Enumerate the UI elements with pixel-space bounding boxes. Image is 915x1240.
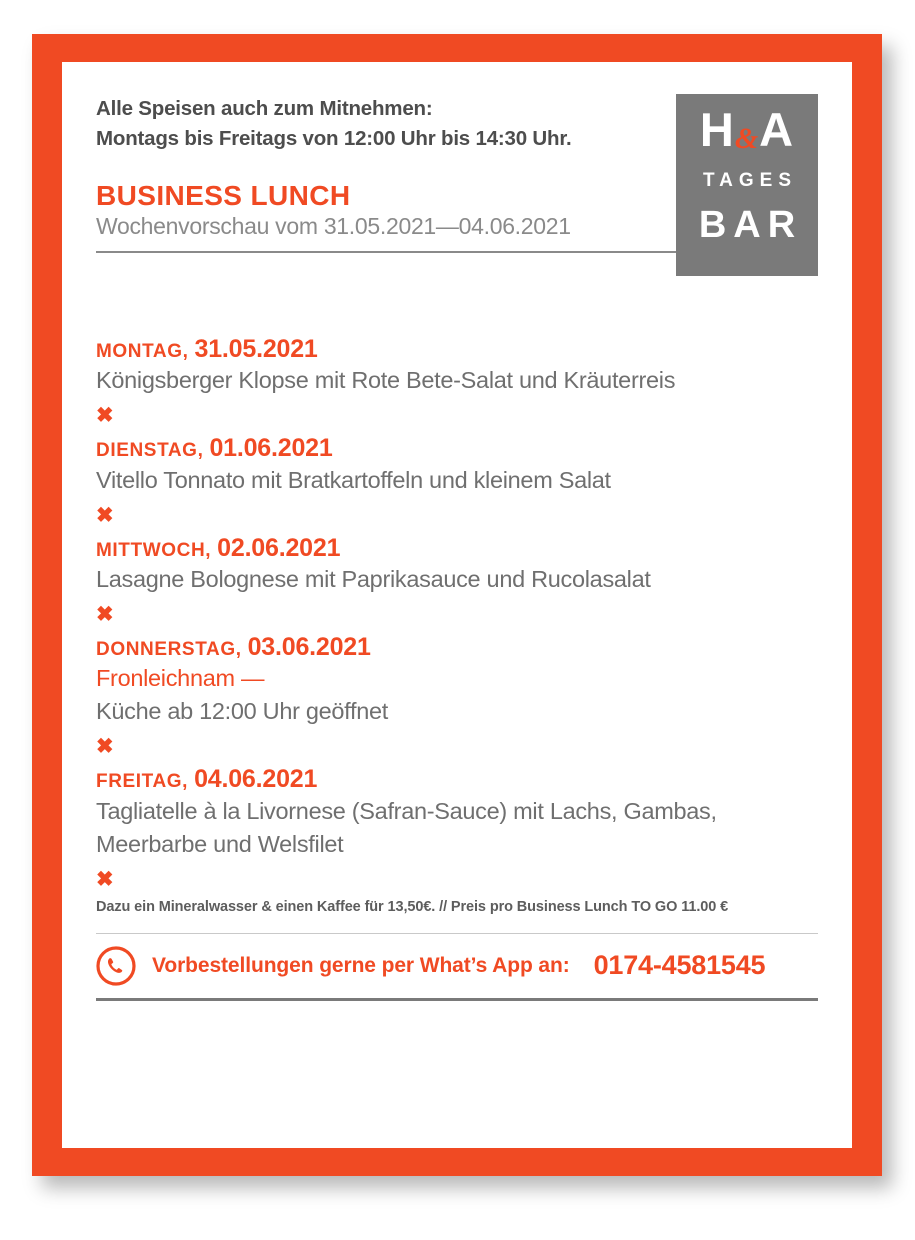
dish-text: Meerbarbe und Welsfilet <box>96 830 344 857</box>
day-separator: ✖ <box>96 404 114 428</box>
menu-list <box>96 336 818 915</box>
day-date: 04.06.2021 <box>194 765 318 794</box>
contact-row[interactable] <box>96 946 818 996</box>
day-heading <box>96 535 818 561</box>
menu-day-dienstag <box>96 435 818 494</box>
page-title: BUSINESS LUNCH <box>96 180 351 212</box>
contact-phone[interactable]: 0174-4581545 <box>593 950 766 981</box>
menu-day-mittwoch <box>96 535 818 594</box>
contact-label: Vorbestellungen gerne per What’s App an: <box>152 953 570 977</box>
dish-text-holiday: Fronleichnam — <box>96 665 265 692</box>
whatsapp-icon[interactable] <box>96 946 136 986</box>
dish-text: Küche ab 12:00 Uhr geöffnet <box>96 698 388 725</box>
logo-letter-h: H <box>699 103 735 156</box>
day-name: MONTAG, <box>96 341 189 362</box>
dish-text: Tagliatelle à la Livornese (Safran-Sauce) mit Lachs, Gambas, <box>96 797 717 824</box>
menu-day-donnerstag <box>96 634 818 726</box>
flyer-content <box>62 62 852 1148</box>
day-name: DONNERSTAG, <box>96 638 242 660</box>
title-block <box>96 181 686 253</box>
day-name: FREITAG, <box>96 771 189 793</box>
day-separator: ✖ <box>96 503 114 527</box>
day-name: MITTWOCH, <box>96 539 212 561</box>
takeaway-line-2: Montags bis Freitags von 12:00 Uhr bis 14:30 Uhr. <box>96 126 572 150</box>
day-separator: ✖ <box>96 867 114 891</box>
page-subtitle: Wochenvorschau vom 31.05.2021—04.06.2021 <box>96 213 571 240</box>
orange-frame <box>32 34 882 1176</box>
price-note: Dazu ein Mineralwasser & einen Kaffee für 13,50€. // Preis pro Business Lunch TO GO 11.00 € <box>96 898 729 915</box>
logo-word-bar: BAR <box>698 204 803 246</box>
menu-day-montag <box>96 336 818 395</box>
day-heading <box>96 336 818 362</box>
takeaway-info <box>96 94 696 153</box>
day-date: 01.06.2021 <box>209 434 333 463</box>
footer-divider-top <box>96 933 818 934</box>
day-heading <box>96 634 818 660</box>
logo-initials <box>676 103 818 156</box>
day-separator: ✖ <box>96 735 114 759</box>
title-divider <box>96 251 676 253</box>
dish-text: Vitello Tonnato mit Bratkartoffeln und kleinem Salat <box>96 466 611 493</box>
footer-divider-bottom <box>96 998 818 1001</box>
day-date: 31.05.2021 <box>194 335 318 363</box>
logo-ampersand: & <box>734 122 760 155</box>
day-heading <box>96 766 818 792</box>
takeaway-line-1: Alle Speisen auch zum Mitnehmen: <box>96 97 433 120</box>
dish-text: Lasagne Bolognese mit Paprikasauce und Rucolasalat <box>96 565 651 592</box>
day-date: 03.06.2021 <box>247 632 371 661</box>
day-date: 02.06.2021 <box>217 533 341 562</box>
header <box>96 94 818 284</box>
day-name: DIENSTAG, <box>96 440 204 462</box>
day-separator: ✖ <box>96 602 114 626</box>
logo-letter-a: A <box>759 103 795 156</box>
menu-day-freitag <box>96 766 818 858</box>
logo-word-tages: TAGES <box>702 170 798 191</box>
dish-text: Königsberger Klopse mit Rote Bete-Salat und Kräuterreis <box>96 367 676 394</box>
day-heading <box>96 435 818 461</box>
logo <box>676 94 818 276</box>
